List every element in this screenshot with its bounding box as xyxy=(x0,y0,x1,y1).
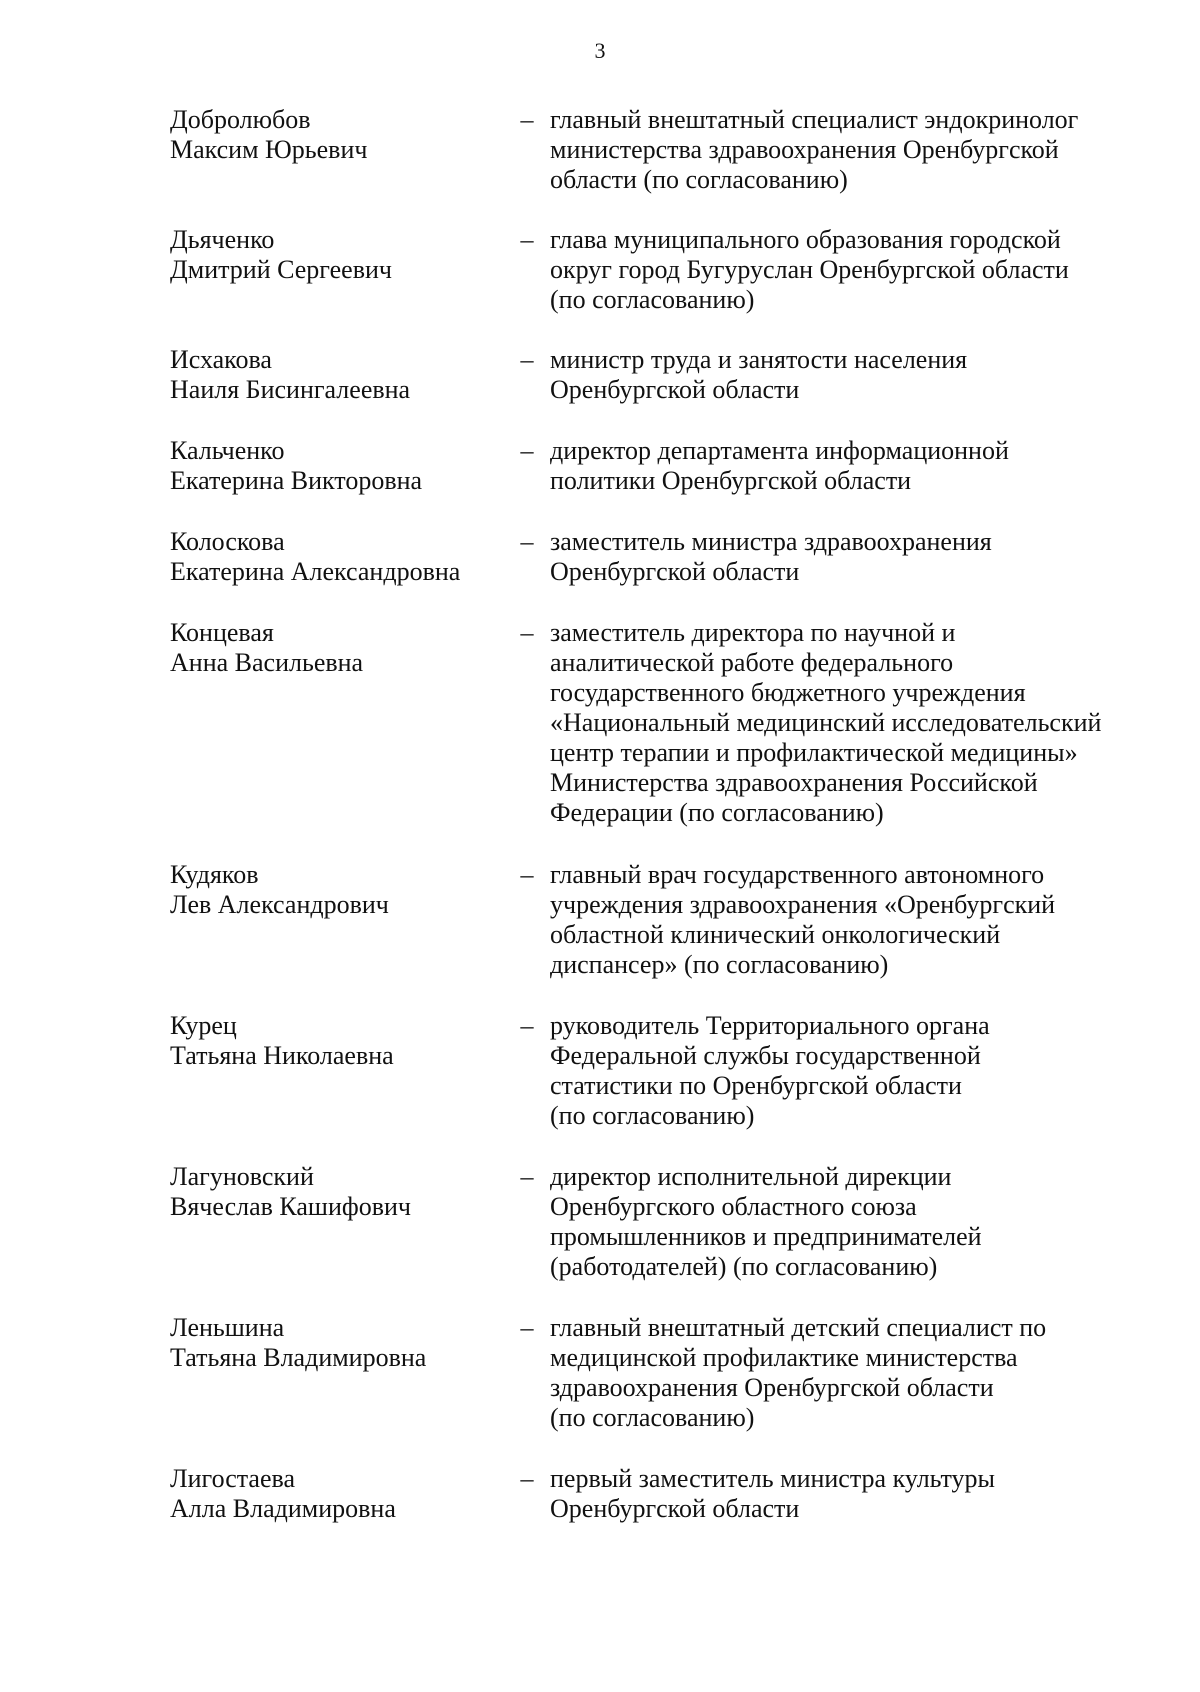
position-line: медицинской профилактике министерства xyxy=(550,1343,1018,1372)
member-name xyxy=(170,1011,510,1071)
position-line: Оренбургской области xyxy=(550,1494,800,1523)
position-line: здравоохранения Оренбургской области xyxy=(550,1373,994,1402)
position-line: главный внештатный специалист эндокринолог xyxy=(550,105,1079,134)
member-surname: Лагуновский xyxy=(170,1162,314,1191)
separator-dash: – xyxy=(520,618,534,647)
position-line: области (по согласованию) xyxy=(550,165,848,194)
member-name xyxy=(170,225,510,285)
separator-dash: – xyxy=(520,1313,534,1342)
position-line: руководитель Территориального органа xyxy=(550,1011,990,1040)
position-line: Федеральной службы государственной xyxy=(550,1041,981,1070)
member-position xyxy=(550,225,1170,315)
position-line: Оренбургского областного союза xyxy=(550,1192,917,1221)
member-name xyxy=(170,860,510,920)
position-line: центр терапии и профилактической медицины» xyxy=(550,738,1078,767)
position-line: областной клинический онкологический xyxy=(550,920,1001,949)
position-line: главный внештатный детский специалист по xyxy=(550,1313,1047,1342)
page-number: 3 xyxy=(594,38,606,63)
member-given-names: Максим Юрьевич xyxy=(170,135,368,164)
member-surname: Леньшина xyxy=(170,1313,285,1342)
position-line: первый заместитель министра культуры xyxy=(550,1464,996,1493)
member-position xyxy=(550,1011,1170,1131)
member-position xyxy=(550,436,1170,496)
member-given-names: Анна Васильевна xyxy=(170,648,364,677)
position-line: аналитической работе федерального xyxy=(550,648,954,677)
member-surname: Кудяков xyxy=(170,860,259,889)
member-surname: Лигостаева xyxy=(170,1464,295,1493)
separator-dash: – xyxy=(520,436,534,465)
separator-dash: – xyxy=(520,860,534,889)
member-position xyxy=(550,1464,1170,1524)
member-position xyxy=(550,105,1170,195)
member-position xyxy=(550,345,1170,405)
position-line: (по согласованию) xyxy=(550,285,755,314)
position-line: «Национальный медицинский исследовательский xyxy=(550,708,1102,737)
member-name xyxy=(170,436,510,496)
position-line: директор департамента информационной xyxy=(550,436,1009,465)
member-name xyxy=(170,105,510,165)
member-position xyxy=(550,860,1170,980)
member-given-names: Екатерина Александровна xyxy=(170,557,461,586)
member-name xyxy=(170,1162,510,1222)
member-surname: Курец xyxy=(170,1011,237,1040)
separator-dash: – xyxy=(520,105,534,134)
member-given-names: Екатерина Викторовна xyxy=(170,466,423,495)
member-surname: Дьяченко xyxy=(170,225,275,254)
member-position xyxy=(550,1162,1170,1282)
member-given-names: Дмитрий Сергеевич xyxy=(170,255,392,284)
member-name xyxy=(170,527,510,587)
member-surname: Колоскова xyxy=(170,527,285,556)
member-position xyxy=(550,1313,1170,1433)
position-line: (по согласованию) xyxy=(550,1403,755,1432)
member-surname: Исхакова xyxy=(170,345,272,374)
member-surname: Концевая xyxy=(170,618,274,647)
member-given-names: Наиля Бисингалеевна xyxy=(170,375,411,404)
position-line: (по согласованию) xyxy=(550,1101,755,1130)
separator-dash: – xyxy=(520,345,534,374)
separator-dash: – xyxy=(520,1011,534,1040)
position-line: Оренбургской области xyxy=(550,375,800,404)
position-line: округ город Бугуруслан Оренбургской области xyxy=(550,255,1069,284)
member-given-names: Алла Владимировна xyxy=(170,1494,396,1523)
separator-dash: – xyxy=(520,527,534,556)
member-name xyxy=(170,345,510,405)
member-name xyxy=(170,1313,510,1373)
member-given-names: Лев Александрович xyxy=(170,890,389,919)
separator-dash: – xyxy=(520,1162,534,1191)
separator-dash: – xyxy=(520,1464,534,1493)
position-line: заместитель министра здравоохранения xyxy=(550,527,992,556)
position-line: Оренбургской области xyxy=(550,557,800,586)
position-line: статистики по Оренбургской области xyxy=(550,1071,962,1100)
position-line: Министерства здравоохранения Российской xyxy=(550,768,1038,797)
position-line: политики Оренбургской области xyxy=(550,466,912,495)
member-surname: Кальченко xyxy=(170,436,285,465)
member-given-names: Татьяна Николаевна xyxy=(170,1041,394,1070)
position-line: директор исполнительной дирекции xyxy=(550,1162,952,1191)
position-line: государственного бюджетного учреждения xyxy=(550,678,1026,707)
position-line: министерства здравоохранения Оренбургской xyxy=(550,135,1059,164)
member-position xyxy=(550,527,1170,587)
member-given-names: Вячеслав Кашифович xyxy=(170,1192,411,1221)
separator-dash: – xyxy=(520,225,534,254)
position-line: глава муниципального образования городской xyxy=(550,225,1061,254)
member-position xyxy=(550,618,1170,828)
position-line: министр труда и занятости населения xyxy=(550,345,968,374)
position-line: учреждения здравоохранения «Оренбургский xyxy=(550,890,1056,919)
member-name xyxy=(170,1464,510,1524)
position-line: (работодателей) (по согласованию) xyxy=(550,1252,938,1281)
position-line: Федерации (по согласованию) xyxy=(550,798,884,827)
position-line: главный врач государственного автономного xyxy=(550,860,1045,889)
member-surname: Добролюбов xyxy=(170,105,311,134)
member-given-names: Татьяна Владимировна xyxy=(170,1343,427,1372)
member-name xyxy=(170,618,510,678)
position-line: диспансер» (по согласованию) xyxy=(550,950,889,979)
position-line: заместитель директора по научной и xyxy=(550,618,956,647)
position-line: промышленников и предпринимателей xyxy=(550,1222,982,1251)
